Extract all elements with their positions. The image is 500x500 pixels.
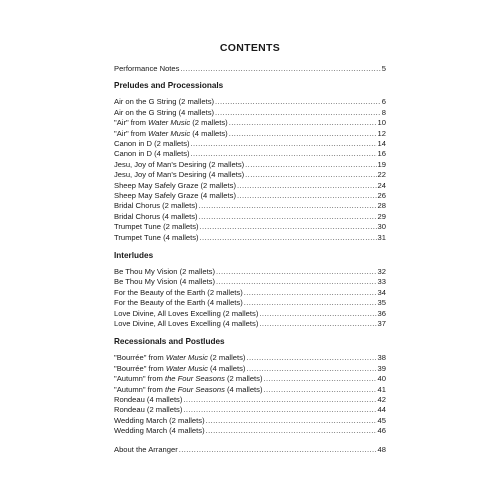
toc-page-number: 10	[377, 118, 386, 128]
dot-leader	[206, 426, 377, 436]
toc-entry	[114, 288, 386, 298]
toc-entry-title: Air on the G String (2 mallets)	[114, 97, 215, 107]
toc-entry	[114, 191, 386, 201]
toc-entry	[114, 353, 386, 363]
toc-page-number: 32	[377, 267, 386, 276]
toc-page-number: 16	[377, 149, 386, 159]
toc-entry-title: Performance Notes	[114, 64, 180, 73]
toc-page-number: 30	[377, 222, 386, 232]
toc-entry	[114, 385, 386, 395]
toc-entry	[114, 160, 386, 170]
toc-page-number: 44	[377, 405, 386, 415]
toc-page-number: 6	[381, 97, 386, 107]
toc-entry	[114, 222, 386, 232]
dot-leader	[199, 201, 377, 211]
toc-entry-title: Canon in D (2 mallets)	[114, 139, 190, 148]
toc-entry-title: Bridal Chorus (2 mallets)	[114, 201, 198, 211]
toc-page-number: 29	[377, 211, 386, 221]
toc-entry	[114, 149, 386, 159]
toc-page-number: 38	[377, 353, 386, 363]
contents-page	[114, 0, 386, 500]
section-heading: Preludes and Processionals	[114, 81, 224, 91]
toc-entry-title: Be Thou My Vision (2 mallets)	[114, 267, 216, 276]
toc-entry	[114, 118, 386, 128]
toc-entry-title: Jesu, Joy of Man's Desiring (2 mallets)	[114, 159, 245, 169]
dot-leader	[246, 353, 376, 363]
toc-entry	[114, 298, 386, 308]
toc-entry	[114, 426, 386, 436]
toc-entry-title: Rondeau (2 mallets)	[114, 405, 183, 415]
toc-page-number: 46	[377, 426, 386, 436]
toc-entry-title: "Air" from Water Music (2 mallets)	[114, 118, 228, 128]
dot-leader	[244, 298, 377, 308]
dot-leader	[215, 108, 381, 118]
toc-entry-title: Sheep May Safely Graze (2 mallets)	[114, 180, 236, 190]
toc-page-number: 33	[377, 277, 386, 287]
dot-leader	[259, 309, 376, 319]
toc-entry	[114, 170, 386, 180]
dot-leader	[191, 149, 377, 159]
dot-leader	[183, 395, 376, 405]
toc-entry	[114, 139, 386, 149]
toc-entry	[114, 319, 386, 329]
toc-entry-title: Wedding March (4 mallets)	[114, 426, 205, 436]
toc-page-number: 45	[377, 415, 386, 425]
dot-leader	[229, 129, 377, 139]
toc-entry-title: For the Beauty of the Earth (2 mallets)	[114, 287, 243, 297]
toc-entry	[114, 309, 386, 319]
dot-leader	[245, 170, 376, 180]
toc-entry-title: Wedding March (2 mallets)	[114, 415, 205, 425]
dot-leader	[237, 191, 377, 201]
dot-leader	[191, 139, 377, 149]
toc-page-number: 19	[377, 159, 386, 169]
dot-leader	[179, 445, 377, 455]
dot-leader	[199, 212, 377, 222]
toc-entry-title: "Autumn" from the Four Seasons (2 mallets)	[114, 374, 263, 384]
toc-entry-title: Rondeau (4 mallets)	[114, 395, 183, 404]
toc-entry	[114, 181, 386, 191]
dot-leader	[216, 267, 377, 277]
toc-entry-title: Trumpet Tune (4 mallets)	[114, 232, 199, 242]
toc-entry	[114, 445, 386, 455]
dot-leader	[216, 277, 377, 287]
toc-entry-title: Trumpet Tune (2 mallets)	[114, 222, 199, 232]
toc-entry	[114, 277, 386, 287]
dot-leader	[229, 118, 377, 128]
dot-leader	[183, 405, 376, 415]
toc-entry	[114, 233, 386, 243]
toc-entry-title: For the Beauty of the Earth (4 mallets)	[114, 298, 243, 308]
toc-entry	[114, 364, 386, 374]
toc-page-number: 48	[377, 444, 386, 454]
toc-page-number: 24	[377, 180, 386, 190]
toc-entry	[114, 267, 386, 277]
toc-page-number: 39	[377, 363, 386, 373]
toc-entry-title: Be Thou My Vision (4 mallets)	[114, 277, 216, 287]
toc-page-number: 34	[377, 287, 386, 297]
toc-entry	[114, 212, 386, 222]
toc-page-number: 8	[381, 107, 386, 117]
toc-page-number: 28	[377, 201, 386, 211]
toc-page-number: 12	[377, 128, 386, 138]
toc-entry-title: Canon in D (4 mallets)	[114, 149, 190, 159]
toc-entry	[114, 395, 386, 405]
dot-leader	[237, 181, 377, 191]
toc-page-number: 35	[377, 298, 386, 308]
toc-entry-title: "Autumn" from the Four Seasons (4 mallets)	[114, 384, 263, 394]
dot-leader	[263, 374, 376, 384]
toc-entry-title: Bridal Chorus (4 mallets)	[114, 211, 198, 221]
toc-page-number: 37	[377, 319, 386, 328]
toc-entry-title: Love Divine, All Loves Excelling (4 mallets)	[114, 319, 259, 328]
toc-entry-title: Love Divine, All Loves Excelling (2 mallets)	[114, 308, 259, 318]
toc-entry	[114, 129, 386, 139]
toc-entry-title: About the Arranger	[114, 444, 178, 454]
toc-page-number: 42	[377, 395, 386, 404]
toc-page-number: 14	[377, 139, 386, 148]
toc-entry	[114, 416, 386, 426]
dot-leader	[180, 64, 380, 74]
toc-page-number: 31	[377, 232, 386, 242]
toc-page-number: 22	[377, 170, 386, 180]
toc-entry	[114, 374, 386, 384]
toc-page-number: 40	[377, 374, 386, 384]
toc-page-number: 26	[377, 191, 386, 200]
dot-leader	[263, 385, 376, 395]
toc-entry-title: "Air" from Water Music (4 mallets)	[114, 128, 228, 138]
dot-leader	[200, 222, 377, 232]
toc-entry	[114, 405, 386, 415]
dot-leader	[200, 233, 377, 243]
dot-leader	[215, 97, 381, 107]
toc-page-number: 36	[377, 308, 386, 318]
dot-leader	[206, 416, 377, 426]
toc-entry	[114, 97, 386, 107]
dot-leader	[259, 319, 376, 329]
section-heading: Recessionals and Postludes	[114, 337, 225, 347]
toc-entry-title: Jesu, Joy of Man's Desiring (4 mallets)	[114, 170, 245, 180]
dot-leader	[244, 288, 377, 298]
toc-entry-title: Sheep May Safely Graze (4 mallets)	[114, 191, 236, 200]
toc-page-number: 5	[381, 64, 386, 73]
toc-entry-title: Air on the G String (4 mallets)	[114, 107, 215, 117]
toc-entry	[114, 64, 386, 74]
dot-leader	[245, 160, 376, 170]
dot-leader	[246, 364, 376, 374]
toc-page-number: 41	[377, 384, 386, 394]
page-title: CONTENTS	[219, 42, 281, 54]
toc-entry	[114, 108, 386, 118]
toc-entry	[114, 201, 386, 211]
toc-entry-title: "Bourrée" from Water Music (4 mallets)	[114, 363, 246, 373]
section-heading: Interludes	[114, 251, 154, 260]
toc-entry-title: "Bourrée" from Water Music (2 mallets)	[114, 353, 246, 363]
